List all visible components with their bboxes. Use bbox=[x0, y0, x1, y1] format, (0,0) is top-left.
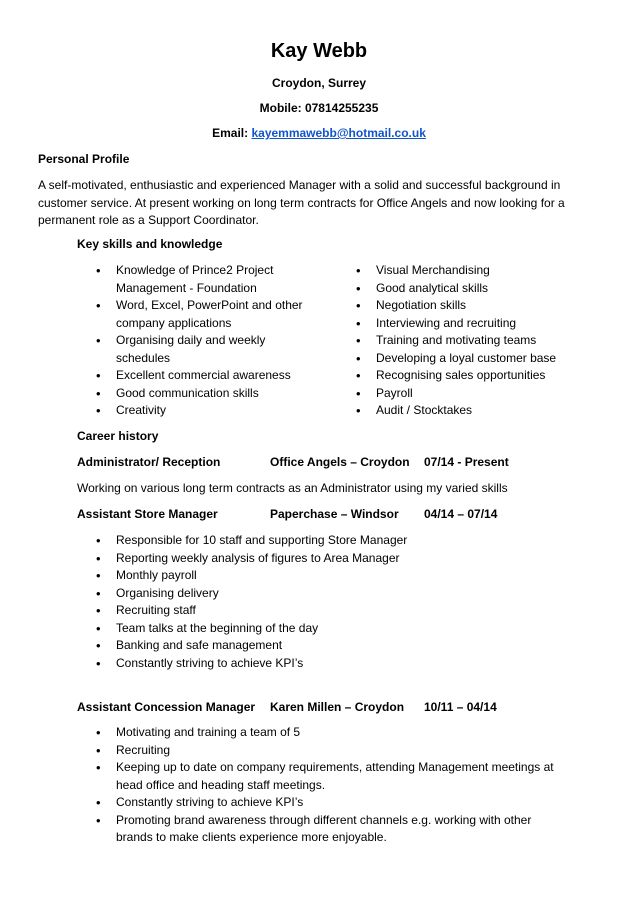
personal-profile-heading: Personal Profile bbox=[38, 152, 130, 166]
job-dates: 07/14 - Present bbox=[424, 455, 509, 469]
list-item: • Visual Merchandising bbox=[356, 262, 586, 280]
list-item: • Knowledge of Prince2 Project Management - Foundation bbox=[96, 262, 316, 297]
job-duties-list bbox=[96, 724, 558, 847]
email-label: Email: bbox=[212, 126, 252, 140]
list-item: • Training and motivating teams bbox=[356, 332, 586, 350]
job-title: Assistant Store Manager bbox=[77, 507, 218, 521]
list-item: • Keeping up to date on company requirements, attending Management meetings at head office and heading staff meetings. bbox=[96, 759, 558, 794]
list-item: • Good communication skills bbox=[96, 385, 316, 403]
list-item: • Monthly payroll bbox=[96, 567, 556, 585]
email-link[interactable]: kayemmawebb@hotmail.co.uk bbox=[251, 126, 426, 140]
skills-list-right bbox=[356, 262, 586, 420]
job-dates: 04/14 – 07/14 bbox=[424, 507, 498, 521]
job-header bbox=[77, 506, 597, 524]
list-item: • Banking and safe management bbox=[96, 637, 556, 655]
list-item: • Audit / Stocktakes bbox=[356, 402, 586, 420]
list-item: • Recognising sales opportunities bbox=[356, 367, 586, 385]
list-item: • Organising delivery bbox=[96, 585, 556, 603]
candidate-location: Croydon, Surrey bbox=[271, 76, 367, 90]
key-skills-heading: Key skills and knowledge bbox=[77, 237, 223, 251]
job-header bbox=[77, 454, 597, 472]
list-item: • Organising daily and weekly schedules bbox=[96, 332, 316, 367]
career-history-heading: Career history bbox=[77, 429, 159, 443]
list-item: • Good analytical skills bbox=[356, 280, 586, 298]
list-item: • Excellent commercial awareness bbox=[96, 367, 316, 385]
list-item: • Reporting weekly analysis of figures to Area Manager bbox=[96, 550, 556, 568]
list-item: • Motivating and training a team of 5 bbox=[96, 724, 558, 742]
job-header bbox=[77, 699, 597, 717]
skills-list-left bbox=[96, 262, 316, 420]
list-item: • Word, Excel, PowerPoint and other company applications bbox=[96, 297, 316, 332]
list-item: • Recruiting bbox=[96, 742, 558, 760]
job-company: Paperchase – Windsor bbox=[270, 507, 399, 521]
list-item: • Recruiting staff bbox=[96, 602, 556, 620]
candidate-name: Kay Webb bbox=[270, 40, 368, 62]
job-duties-list bbox=[96, 532, 556, 672]
job-company: Office Angels – Croydon bbox=[270, 455, 410, 469]
list-item: • Constantly striving to achieve KPI’s bbox=[96, 794, 558, 812]
job-title: Administrator/ Reception bbox=[77, 455, 221, 469]
job-description: Working on various long term contracts as an Administrator using my varied skills bbox=[77, 481, 508, 495]
list-item: • Interviewing and recruiting bbox=[356, 315, 586, 333]
job-dates: 10/11 – 04/14 bbox=[424, 700, 497, 714]
list-item: • Promoting brand awareness through different channels e.g. working with other brands to make clients experience more enjoyable. bbox=[96, 812, 558, 847]
list-item: • Constantly striving to achieve KPI’s bbox=[96, 655, 556, 673]
personal-profile-text: A self-motivated, enthusiastic and experienced Manager with a solid and successful background in customer service. At present working on long term contracts for Office Angels and now looking for a permanent role as a Support Coordinator. bbox=[38, 178, 565, 227]
list-item: • Developing a loyal customer base bbox=[356, 350, 586, 368]
list-item: • Negotiation skills bbox=[356, 297, 586, 315]
list-item: • Team talks at the beginning of the day bbox=[96, 620, 556, 638]
candidate-email-line bbox=[0, 125, 638, 143]
list-item: • Responsible for 10 staff and supporting Store Manager bbox=[96, 532, 556, 550]
candidate-mobile: Mobile: 07814255235 bbox=[259, 101, 379, 115]
list-item: • Payroll bbox=[356, 385, 586, 403]
job-title: Assistant Concession Manager bbox=[77, 700, 256, 714]
list-item: • Creativity bbox=[96, 402, 316, 420]
job-company: Karen Millen – Croydon bbox=[270, 700, 405, 714]
